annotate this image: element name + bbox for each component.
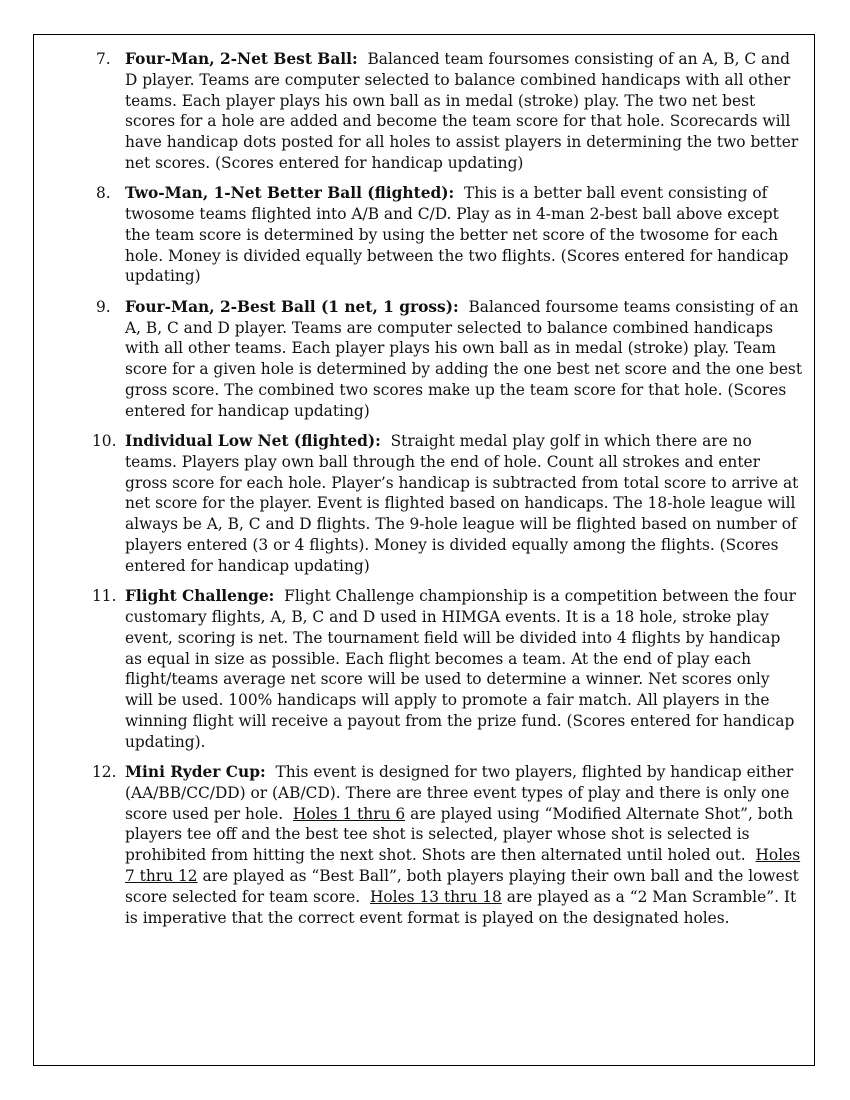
item-text: are played as a “2 Man Scramble”. It is imperative that the correct event format is played on the designated holes. bbox=[125, 887, 797, 927]
item-text: Balanced foursome teams consisting of an A, B, C and D player. Teams are computer selected to balance combined handicaps with all other teams. Each player plays his own ball as in medal (stroke) play. Team score for a given hole is determined by adding the one best net score and the one best gross score. The combined two scores make up the team score for that hole. (Scores entered for handicap updating) bbox=[125, 297, 803, 420]
event-format-list bbox=[92, 49, 803, 938]
item-text: are played using “Modified Alternate Shot”, both players tee off and the best tee shot is selected, player whose shot is selected is prohibited from hitting the next shot. Shots are then alternated until holed out. bbox=[125, 804, 794, 865]
holes-13-18-underlined: Holes 13 thru 18 bbox=[369, 887, 502, 906]
item-title: Four-Man, 2-Net Best Ball: bbox=[125, 50, 358, 68]
item-text: Straight medal play golf in which there are no teams. Players play own ball through the end of hole. Count all strokes and enter gross score for each hole. Player’s handicap is subtracted from total score to arrive at net score for the player. Event is flighted based on handicaps. The 18-hole league will always be A, B, C and D flights. The 9-hole league will be flighted based on number of players entered (3 or 4 flights). Money is divided equally among the flights. (Scores entered for handicap updating) bbox=[125, 432, 799, 575]
holes-1-6-underlined: Holes 1 thru 6 bbox=[292, 804, 406, 823]
item-number: 10. bbox=[92, 432, 117, 451]
item-title: Two-Man, 1-Net Better Ball (flighted): bbox=[125, 184, 455, 203]
item-title: Mini Ryder Cup: bbox=[125, 763, 266, 781]
holes-7-12-underlined: Holes 7 thru 12 bbox=[125, 846, 801, 885]
list-item-12 bbox=[92, 762, 802, 928]
list-item-8 bbox=[96, 183, 802, 287]
item-number: 9. bbox=[96, 297, 111, 316]
list-item-11 bbox=[92, 586, 802, 752]
list-item-7 bbox=[96, 49, 802, 174]
item-text: This is a better ball event consisting of twosome teams flighted into A/B and C/D. Play as in 4-man 2-best ball above except the team score is determined by using the better net score of the twosome for each hole. Money is divided equally between the two flights. (Scores entered for handicap updating) bbox=[125, 184, 789, 286]
item-number: 8. bbox=[96, 184, 111, 203]
item-number: 12. bbox=[92, 763, 117, 781]
item-title: Four-Man, 2-Best Ball (1 net, 1 gross): bbox=[125, 297, 459, 316]
item-number: 11. bbox=[92, 587, 117, 606]
list-item-10 bbox=[92, 431, 802, 577]
item-text: This event is designed for two players, flighted by handicap either (AA/BB/CC/DD) or (AB/CD). There are three event types of play and there is only one score used per hole. bbox=[125, 763, 794, 823]
item-text: Flight Challenge championship is a competition between the four customary flights, A, B, C and D used in HIMGA events. It is a 18 hole, stroke play event, scoring is net. The tournament field will be divided into 4 flights by handicap as equal in size as possible. Each flight becomes a team. At the end of play each flight/teams average net score will be used to determine a winner. Net scores only will be used. 100% handicaps will apply to promote a fair match. All players in the winning flight will receive a payout from the prize fund. (Scores entered for handicap updating). bbox=[125, 587, 797, 751]
item-number: 7. bbox=[96, 50, 111, 68]
item-title: Individual Low Net (flighted): bbox=[125, 432, 381, 451]
item-text: Balanced team foursomes consisting of an A, B, C and D player. Teams are computer selected to balance combined handicaps with all other teams. Each player plays his own ball as in medal (stroke) play. The two net best scores for a hole are added and become the team score for that hole. Scorecards will have handicap dots posted for all holes to assist players in determining the two better net scores. (Scores entered for handicap updating) bbox=[125, 50, 799, 172]
item-text: are played as “Best Ball”, both players playing their own ball and the lowest score selected for team score. bbox=[125, 866, 799, 906]
list-item-9 bbox=[96, 297, 802, 422]
item-title: Flight Challenge: bbox=[125, 587, 275, 606]
